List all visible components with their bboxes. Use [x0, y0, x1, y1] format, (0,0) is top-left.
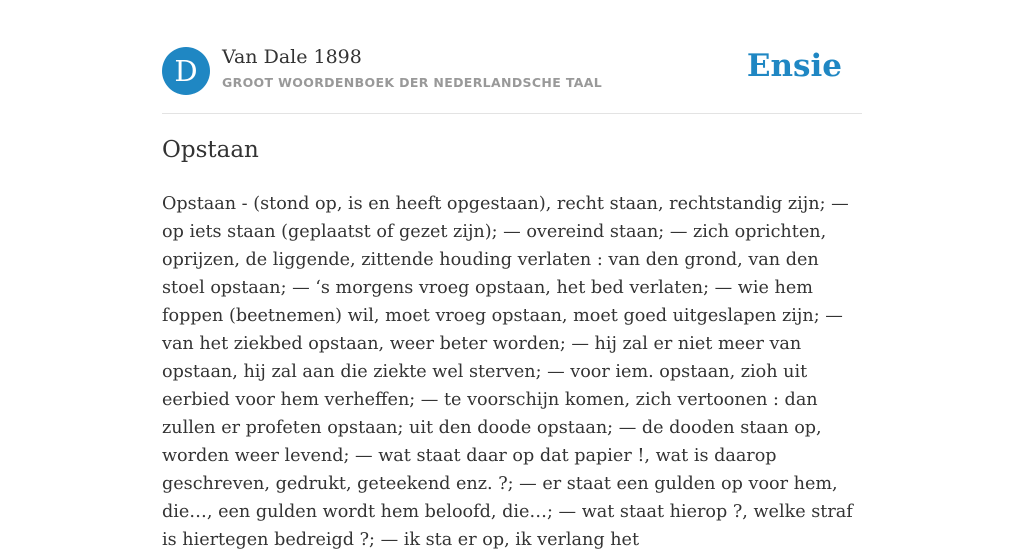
source-title[interactable]: Van Dale 1898 [222, 46, 362, 68]
entry-definition: Opstaan - (stond op, is en heeft opgestaan), recht staan, rechtstandig zijn; — op iets staan (geplaatst of gezet zijn); — overeind staan; — zich oprichten, oprijzen, de liggende, zittende houding verlaten : van den grond, van den stoel opstaan; — ‘s morgens vroeg opstaan, het bed verlaten; — wie hem foppen (beetnemen) wil, moet vroeg opstaan, moet goed uitgeslapen zijn; — van het ziekbed opstaan, weer beter worden; — hij zal er niet meer van opstaan, hij zal aan die ziekte wel sterven; — voor iem. opstaan, zioh uit eerbied voor hem verheffen; — te voorschijn komen, zich vertoonen : dan zullen er profeten opstaan; uit den doode opstaan; — de dooden staan op, worden weer levend; — wat staat daar op dat papier !, wat is daarop geschreven, gedrukt, geteekend enz. ?; — er staat een gulden op voor hem, die…, een gulden wordt hem beloofd, die…; — wat staat hierop ?, welke straf is hiertegen bedreigd ?; — ik sta er op, ik verlang het [162, 194, 853, 550]
source-avatar[interactable]: D [162, 47, 210, 95]
source-subtitle: GROOT WOORDENBOEK DER NEDERLANDSCHE TAAL [222, 75, 603, 90]
source-header [162, 46, 862, 96]
entry-title: Opstaan [162, 137, 259, 163]
header-divider [162, 113, 862, 114]
entry-card [162, 0, 862, 550]
brand-logo[interactable]: Ensie [746, 48, 842, 84]
